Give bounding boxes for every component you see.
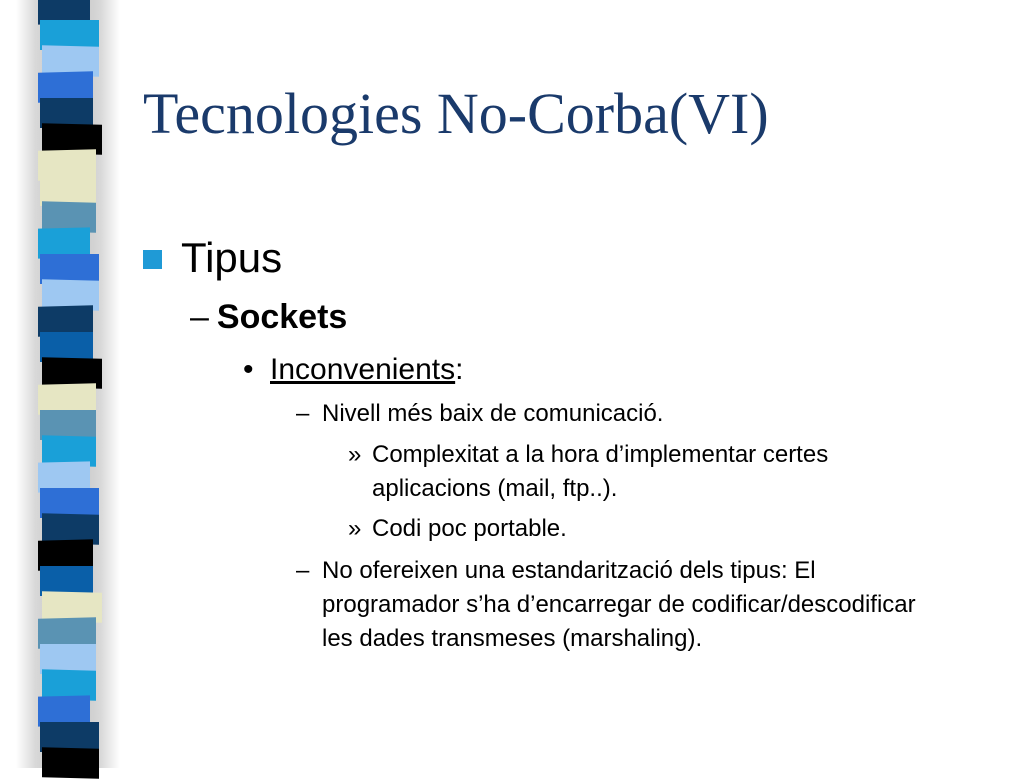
- list-item-text: Codi poc portable.: [372, 515, 567, 542]
- guillemet-marker: »: [348, 515, 362, 542]
- bullet-level2: [190, 298, 347, 337]
- list-item-text: Complexitat a la hora d’implementar certes aplicacions (mail, ftp..).: [372, 441, 829, 502]
- list-item-text: No ofereixen una estandarització dels tipus: El programador s’ha d’encarregar de codificar/descodificar les dades transmeses (marshaling).: [322, 557, 916, 652]
- dot-marker: •: [243, 353, 254, 386]
- dash-marker: –: [190, 298, 209, 336]
- slide-title: Tecnologies No-Corba(VI): [143, 81, 769, 146]
- decorative-strip: [38, 0, 98, 768]
- bullet-level3-text: Inconvenients: [270, 353, 456, 386]
- bullet-level1-text: Tipus: [181, 234, 283, 281]
- guillemet-marker: »: [348, 441, 362, 468]
- bullet-level3: [243, 353, 463, 387]
- square-bullet-icon: [143, 250, 162, 269]
- dash-marker: –: [296, 557, 310, 584]
- list-item-text: Nivell més baix de comunicació.: [322, 400, 664, 427]
- bullet-level2-text: Sockets: [216, 298, 348, 336]
- dash-marker: –: [296, 400, 310, 427]
- bullet-level3-suffix: :: [455, 353, 464, 386]
- strip-block: [42, 747, 99, 778]
